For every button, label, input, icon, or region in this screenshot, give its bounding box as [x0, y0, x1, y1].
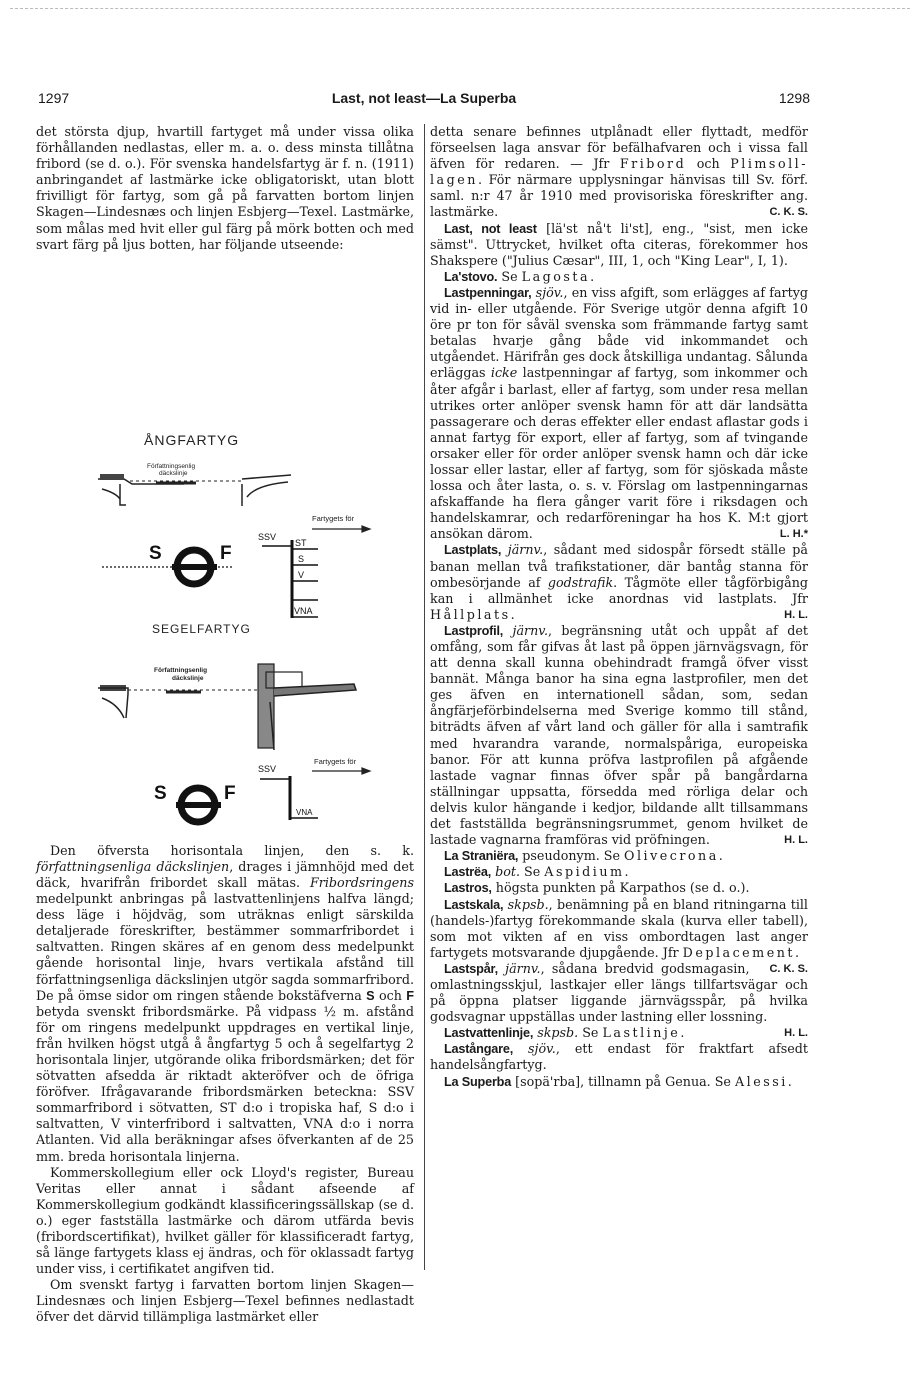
ref-aspidium[interactable]: Aspidium: [544, 864, 625, 880]
entry-text: Se: [497, 268, 522, 284]
entry-la-straniera: La Straniëra, pseudonym. Se Olivecrona.: [444, 848, 723, 864]
page-header: [38, 90, 810, 112]
entry-lastpenningar: [430, 285, 808, 543]
ref-fribord[interactable]: Fribord: [619, 156, 687, 172]
ref-lagosta[interactable]: Lagosta: [521, 268, 591, 284]
left-paragraph-1: det största djup, hvartill fartyget må under vissa olika förhållanden nedlastas, eller m. a. o. dess minsta tillåtna fribord (se d. o.). För svenska handelsfartyg är f. n. (1911) anbringandet af lastmärke icke obligatoriskt, utan blott frivilligt för fartyg, som gå på farvatten bortom linjen Skagen—Lindesnæs och linjen Esbjerg—Texel. Lastmärke, som målas med hvit eller gul färg på mörk botten och med svart färg på ljus botten, har följande utseende:: [36, 124, 414, 252]
p2-term-deckline: författningsenliga däckslinjen: [36, 858, 230, 874]
ref-lastlinje[interactable]: Lastlinje: [602, 1025, 681, 1041]
entry-lastprofil: [430, 623, 808, 848]
entry-text: [lä'st nå't li'st], eng., "sist, men icke sämst". Uttrycket, hvilket ofta citeras, förekommer hos Shakspere ("Julius Cæsar", III, 1, och "King Lear", I, 1).: [430, 220, 809, 268]
left-paragraph-4: Om svenskt fartyg i farvatten bortom linjen Skagen—Lindesnæs och linjen Esbjerg—Texel befinnes nedlastadt öfver det därvid tillämpliga lastmärket eller: [36, 1277, 414, 1325]
e0-text: detta senare befinnes utplånadt eller flyttadt, medför förseelsen laga ansvar för befälhafvaren och i vissa fall äfven för redaren. — Jfr: [430, 124, 808, 172]
headword: Lastångare,: [444, 1042, 514, 1057]
column-divider: [424, 124, 425, 1270]
headword: La Straniëra,: [444, 849, 519, 864]
headword: Lastvattenlinje,: [444, 1026, 534, 1041]
entry-text: , begränsning utåt och uppåt af det omfång, som får gifvas åt last på öppen järnvägsvagn, för att denna skall kunna obehindradt framgå öfver visst bannät. Många banor ha sina egna lastprofiler, men det ges äfven en internationell sådan, som, sedan ångfärjeförbindelserna med Sverige kommo till stånd, biträdts äfven af vårt land och gäller för alla i samtrafik med hvarandra varande, normalspåriga, europeiska banor. För att kunna pröfva lastprofilen på afgående lastade vagnar finnas öfver spår på bangårdarna ställningar uppsatta, försedda med rörliga delar och delvis kulor hängande i kedjor, bildande allt tillsammans det fastställda begränsningsrummet, genom hvilket de lastade vagnarna framföras vid pröfningen.: [430, 622, 808, 848]
e0-and: och: [686, 156, 731, 172]
entry-text: , ett endast för fraktfart afsedt handelsångfartyg.: [430, 1041, 808, 1073]
deckline-label-2: däckslinje: [159, 469, 188, 477]
sailship-title: SEGELFARTYG: [152, 621, 251, 636]
left-paragraph-2: [36, 843, 414, 1165]
headword: Lastpenningar,: [444, 285, 532, 300]
entry-lastros: [430, 880, 808, 896]
entry-lastmarke-cont: [430, 124, 808, 221]
signature: L. H.*: [779, 528, 808, 541]
ref-deplacement[interactable]: Deplacement: [682, 944, 795, 960]
e0-text2: . För närmare upplysningar hänvisas till Sv. förf. saml. n:r 47 år 1910 med provisoriska föreskrifter ang. lastmärke.: [430, 172, 808, 220]
headword: Lastros,: [444, 881, 492, 896]
signature: H. L.: [784, 608, 808, 621]
headword: La'stovo.: [444, 269, 498, 284]
signature: H. L.: [784, 1027, 808, 1040]
p2-text-e: medelpunkt anbringas på lastvattenlinjens halfva längd; dess läge i höjdväg, som uträknas enligt särskilda detaljerade föreskrifter, bestämmer sommarfribordet i saltvatten. Ringen skäres af en genom dess medelpunkt gående horisontal linje, hvars vertikala afstånd till författningsenliga däckslinjen utgör sagda sommarfribord. De på ömse sidor om ringen stående bokstäfverna: [36, 891, 415, 1003]
mark-vna-2: VNA: [296, 807, 313, 817]
right-column: [430, 124, 808, 1090]
entry-lastovo: La'stovo. Se Lagosta.: [444, 268, 595, 284]
entry-lastrea: Lastrëa, bot. Se Aspidium.: [444, 864, 629, 880]
p2-letter-f: F: [406, 988, 414, 1003]
ring-letter-s-1: S: [149, 542, 162, 564]
deckline-label-4: däckslinje: [172, 674, 204, 682]
mark-vna-1: VNA: [294, 605, 313, 616]
left-paragraph-3: Kommerskollegium eller ock Lloyd's register, Bureau Veritas eller annat i sådant afseende af Kommerskollegium godkändt klassificeringssällskap (se d. o.) eger fastställa lastmärke och därom utfärda bevis (fribordscertifikat), hvilket gäller för klassificeradt fartyg, så länge fartygets klass ej ändras, och för oklassadt fartyg under viss, i certifikatet angifven tid.: [36, 1164, 414, 1277]
term-godstrafik: godstrafik: [547, 574, 614, 590]
direction-arrow-2: [312, 768, 370, 774]
entry-lastvattenlinje: Lastvattenlinje, skpsb. Se Lastlinje.: [444, 1025, 685, 1041]
p2-text-g: betyda svenskt fribordsmärke. På vidpass ½ m. afstånd för om ringens medelpunkt uppdrages en vertikal linje, från hvilken högst utgå å ångfartyg 5 och å segelfartyg 2 horisontala linjer, utgörande olika fribordsmärken; det för sötvatten afsedda är riktadt akteröfver och de öfriga föröfver. Ifrågavarande fribordsmärken betecknа: SSV sommarfribord i sötvatten, ST d:o i tropiska haf, S d:o i saltvatten, V vinterfribord i saltvatten, VNA d:o i norra Atlanten. Vid alla beräkningar afses öfverkanten af de 25 mm. breda horisontala linjerna.: [36, 1003, 414, 1164]
direction-arrow-1: [312, 526, 370, 532]
entry-lastangare: [430, 1041, 808, 1073]
category: järnv.: [503, 622, 548, 638]
steamship-title: ÅNGFARTYG: [144, 431, 240, 448]
entry-lastskala: Lastskala, skpsb., benämning på en bland ritningarna till (handels-)fartyg förekommande skala (kurva eller tabell), som mot vikten af en viss ombordtagen last anger fartygets motsvarande djupgående. Jfr Deplacement. C. K. S.: [430, 897, 808, 961]
p2-text-och: och: [378, 987, 407, 1003]
ref-olivecrona[interactable]: Olivecrona: [624, 848, 719, 864]
ref-alessi[interactable]: Alessi: [734, 1073, 788, 1089]
ring-letter-f-2: F: [224, 782, 236, 804]
signature: C. K. S.: [769, 962, 808, 975]
mark-s: S: [298, 553, 305, 564]
entry-text: , sådana bredvid godsmagasin, omlastningsskjul, lastkajer eller längs tillfartsvägar och på öppna platser liggande järnvägsspår, på hvilka godsvagnar uppställas under lastning eller lossning.: [430, 960, 808, 1025]
page-number-right: 1298: [778, 90, 810, 106]
entry-last-not-least: [430, 221, 808, 269]
entry-text-a: , sådant med sidospår försedt ställe på banan mellan två trafikstationer, där bantåg stanna för ombesörjande af: [430, 542, 808, 590]
direction-label-2: Fartygets för: [314, 756, 357, 766]
headword: La Superba: [444, 1074, 512, 1089]
mark-ssv-2: SSV: [258, 763, 277, 774]
mark-st: ST: [295, 537, 307, 548]
sailship-diagram: [36, 658, 414, 843]
mark-ssv-1: SSV: [258, 531, 277, 542]
headword: Lastspår,: [444, 961, 498, 976]
category: skpsb.: [533, 1025, 579, 1041]
load-line-diagram: [36, 253, 414, 658]
entry-text: Se: [520, 864, 545, 880]
headword: Lastprofil,: [444, 623, 504, 638]
p2-term-ring: Fribordsringens: [310, 874, 414, 890]
ring-letter-f-1: F: [220, 542, 232, 564]
ref-hallplats[interactable]: Hållplats: [430, 606, 511, 622]
deckline-label-3: Författningsenlig: [154, 666, 208, 674]
page-number-left: 1297: [38, 90, 70, 106]
ring-letter-s-2: S: [154, 782, 167, 804]
steamship-hull-shape: [98, 474, 291, 506]
headword: Lastplats,: [444, 543, 502, 558]
signature: H. L.: [784, 834, 808, 847]
category: sjöv.: [531, 284, 564, 300]
mark-v: V: [298, 569, 305, 580]
signature: C. K. S.: [769, 206, 808, 219]
category: skpsb.: [503, 896, 549, 912]
steamship-freeboard-ring: [102, 550, 234, 584]
p2-text-c: , drages i jämnhöjd med det däck, hvarifrån fribordet skall mätas.: [36, 858, 414, 890]
entry-text: , benämning på en bland ritningarna till (handels-)fartyg förekommande skala (kurva eller tabell), som mot vikten af en viss ombordtagen last anger fartygets motsvarande djupgående. Jfr: [430, 896, 808, 960]
entry-text: högsta punkten på Karpathos (se d. o.).: [491, 880, 750, 896]
deckline-label-1: Författningsenlig: [147, 462, 196, 470]
category: järnv.: [501, 542, 544, 558]
entry-la-superba: La Superba [sopä'rba], tillnamn på Genua. Se Alessi.: [444, 1073, 792, 1089]
category: sjöv.: [513, 1041, 556, 1057]
entry-text-a: , en viss afgift, som erlägges af fartyg vid in- eller utgående. För Sverige utgör denna afgift 10 öre pr ton för såväl svenska som främmande fartyg samt betalas hvarje gång både vid inkommandet och utgåendet. Härifrån ges dock åtskilliga undantag. Sålunda erläggas: [430, 284, 809, 381]
entry-text: pseudonym. Se: [518, 848, 625, 864]
load-line-figure: [36, 253, 414, 843]
sailship-freeboard-ring: [176, 788, 221, 822]
headword: Last, not least: [444, 221, 537, 236]
headword: Lastskala,: [444, 897, 504, 912]
p2-letter-s: S: [366, 988, 375, 1003]
entry-text-b: lastpenningar af fartyg, som inkommer och åter afgår i barlast, eller af fartyg, som under resa mellan utrikes orter anlöper svensk hamn för att där landsätta passagerare och deras effekter eller endast aflastar gods i annat fartyg för export, eller af fartyg, som af tvingande orsaker eller för order anlöper svensk hamn och där icke lossar eller lastar, eller af fartyg, som för sjöskada måste lossa och åter lasta, o. s. v. Förslag om lastpenningarnas afskaffande ha flera gånger varit före i riksdagen och handelskamrar, och redarföreningar ha hos K. M:t gjort ansökan därom.: [430, 365, 808, 542]
p2-text-a: Den öfversta horisontala linjen, den s. k.: [50, 842, 414, 858]
sailship-hull-shape: [98, 664, 356, 750]
running-title: Last, not least—La Superba: [331, 90, 517, 106]
entry-text-b: . Tågmöte eller tågförbigång kan i allmänhet icke anordnas vid lastplats. Jfr: [430, 574, 809, 606]
emphasis-icke: icke: [490, 365, 518, 381]
entry-text: [sopä'rba], tillnamn på Genua. Se: [511, 1073, 735, 1089]
category: järnv.: [497, 960, 541, 976]
headword: Lastrëa,: [444, 865, 492, 880]
ref-plimsoll-lagen[interactable]: Plimsoll-lagen: [430, 156, 808, 188]
left-column: [36, 124, 414, 1326]
entry-lastplats: Lastplats, järnv., sådant med sidospår försedt ställe på banan mellan två trafikstationer, där bantåg stanna för ombesörjande af godstrafik. Tågmöte eller tågförbigång kan i allmänhet icke anordnas vid lastplats. Jfr Hållplats. H. L.: [430, 542, 809, 622]
scan-edge-line: [10, 8, 910, 9]
entry-text: Se: [578, 1025, 603, 1041]
category: bot.: [491, 864, 520, 880]
direction-label-1: Fartygets för: [312, 513, 355, 523]
